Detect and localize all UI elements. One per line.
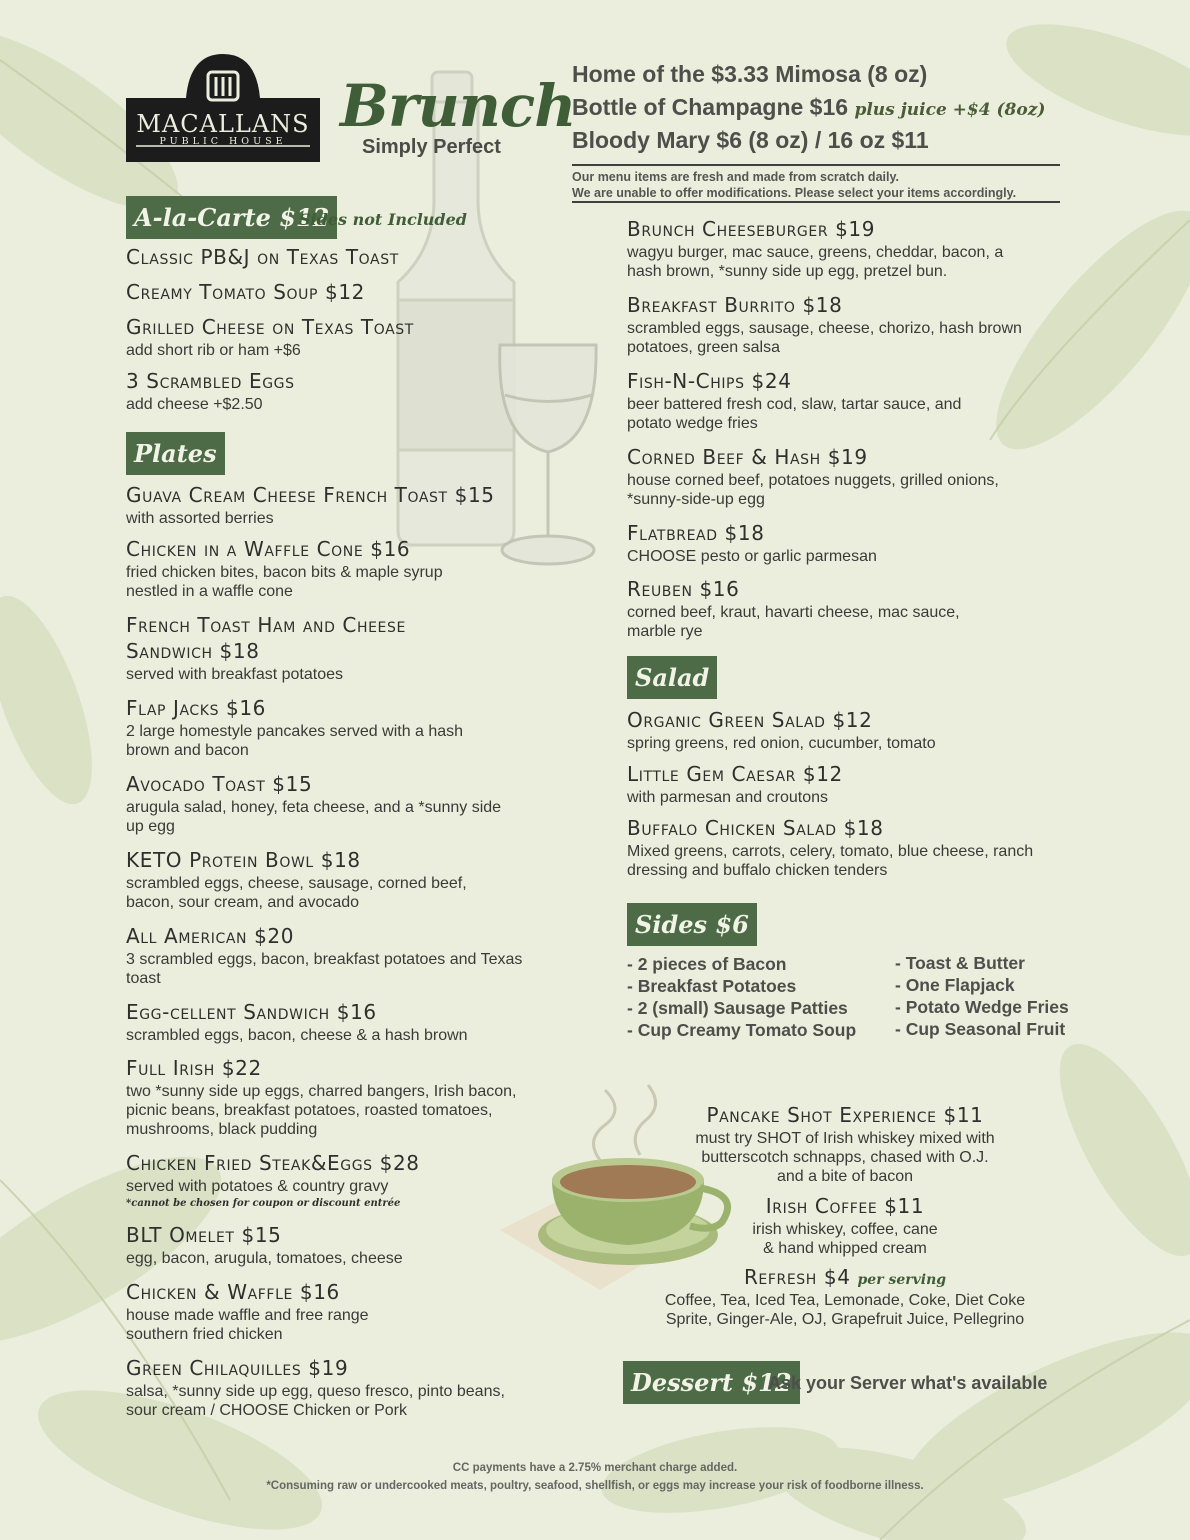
menu-item-name: French Toast Ham and Cheese [126, 613, 406, 637]
menu-item-name: Egg-cellent Sandwich $16 [126, 1000, 377, 1024]
side-item: - Toast & Butter [895, 953, 1025, 973]
menu-item-desc: with assorted berries [126, 510, 274, 527]
menu-item-name: Organic Green Salad $12 [627, 708, 873, 732]
menu-item-name: Avocado Toast $15 [126, 772, 313, 796]
menu-item-name: Green Chilaquilles $19 [126, 1356, 349, 1380]
drink-desc-line: and a bite of bacon [776, 1168, 914, 1185]
menu-item-name: BLT Omelet $15 [126, 1223, 282, 1247]
footer-payment-note: CC payments have a 2.75% merchant charge added. [452, 1462, 738, 1474]
menu-item-desc: salsa, *sunny side up egg, queso fresco, pinto beans, sour cream / CHOOSE Chicken or Pork [126, 1383, 505, 1419]
menu-item-desc: house corned beef, potatoes nuggets, grilled onions, *sunny-side-up egg [627, 472, 999, 508]
section-header-plates: Plates [126, 432, 225, 475]
promo-bloody-mary: Bloody Mary $6 (8 oz) / 16 oz $11 [572, 127, 929, 153]
menu-item-fineprint: *cannot be chosen for coupon or discount entrée [126, 1198, 401, 1209]
drink-desc-line: butterscotch schnapps, chased with O.J. [701, 1149, 989, 1166]
menu-item-desc: house made waffle and free range southern fried chicken [126, 1307, 369, 1343]
menu-item-name: Corned Beef & Hash $19 [627, 445, 868, 469]
menu-item-desc: corned beef, kraut, havarti cheese, mac sauce, marble rye [627, 604, 960, 640]
side-item: - Breakfast Potatoes [627, 976, 797, 996]
menu-item-desc: fried chicken bites, bacon bits & maple syrup nestled in a waffle cone [126, 564, 443, 600]
drink-desc-line: Sprite, Ginger-Ale, OJ, Grapefruit Juice, Pellegrino [665, 1311, 1025, 1328]
menu-item-desc: add short rib or ham +$6 [126, 342, 301, 359]
notice-line-2: We are unable to offer modifications. Please select your items accordingly. [572, 186, 1017, 200]
menu-item-name: Guava Cream Cheese French Toast $15 [126, 483, 495, 507]
promo-mimosa: Home of the $3.33 Mimosa (8 oz) [572, 61, 928, 87]
menu-item-name: Grilled Cheese on Texas Toast [126, 315, 414, 339]
alacarte-note: Sides not Included [299, 210, 467, 229]
section-header-salad: Salad [627, 656, 717, 699]
drink-name-irish-coffee: Irish Coffee $11 [765, 1194, 925, 1218]
menu-item-name: Reuben $16 [627, 577, 740, 601]
dessert-note: Ask your Server what's available [768, 1373, 1048, 1393]
drink-refresh-note: per serving [857, 1272, 947, 1288]
drink-name-pancake-shot: Pancake Shot Experience $11 [706, 1103, 984, 1127]
section-header-dessert: Dessert $12 [623, 1361, 800, 1404]
divider-top [572, 164, 1060, 166]
section-header-alacarte: A-la-Carte $12 [126, 196, 337, 239]
promo-champagne-note: plus juice +$4 (8oz) [854, 100, 1046, 120]
page-subtitle: Simply Perfect [362, 136, 501, 158]
drink-desc-irish-coffee [645, 1220, 1045, 1258]
menu-item-desc: egg, bacon, arugula, tomatoes, cheese [126, 1250, 403, 1267]
side-item: - 2 (small) Sausage Patties [627, 998, 848, 1018]
footer-health-warning: *Consuming raw or undercooked meats, poultry, seafood, shellfish, or eggs may increase your risk of foodborne illness. [266, 1480, 924, 1492]
menu-item-desc: 2 large homestyle pancakes served with a hash brown and bacon [126, 723, 464, 759]
menu-item-desc: arugula salad, honey, feta cheese, and a *sunny side up egg [126, 799, 502, 835]
divider-bottom [572, 201, 1060, 203]
menu-item-name: Chicken in a Waffle Cone $16 [126, 537, 411, 561]
menu-item-desc: Mixed greens, carrots, celery, tomato, blue cheese, ranch dressing and buffalo chicken tenders [627, 843, 1034, 879]
menu-item-desc: 3 scrambled eggs, bacon, breakfast potatoes and Texas toast [126, 951, 523, 987]
notice-line-1: Our menu items are fresh and made from scratch daily. [572, 170, 899, 184]
menu-item-name: Creamy Tomato Soup $12 [126, 280, 365, 304]
menu-item-desc: with parmesan and croutons [627, 789, 828, 806]
menu-item-name: Chicken & Waffle $16 [126, 1280, 340, 1304]
menu-item-name: Little Gem Caesar $12 [627, 762, 843, 786]
logo [126, 50, 320, 162]
menu-item-desc: scrambled eggs, cheese, sausage, corned beef, bacon, sour cream, and avocado [126, 875, 467, 911]
menu-item-name: All American $20 [126, 924, 295, 948]
drink-desc-pancake-shot [645, 1129, 1045, 1186]
menu-item-name: KETO Protein Bowl $18 [126, 848, 361, 872]
side-item: - 2 pieces of Bacon [627, 954, 787, 974]
side-item: - Cup Seasonal Fruit [895, 1019, 1066, 1039]
drink-desc-line: must try SHOT of Irish whiskey mixed with [695, 1130, 995, 1147]
menu-item-name: Flap Jacks $16 [126, 696, 267, 720]
page-title: Brunch [340, 72, 576, 140]
menu-item-desc: wagyu burger, mac sauce, greens, cheddar, bacon, a hash brown, *sunny side up egg, pretzel bun. [627, 244, 1004, 280]
menu-item-name: Flatbread $18 [627, 521, 765, 545]
menu-item-name: Buffalo Chicken Salad $18 [627, 816, 884, 840]
menu-item-desc: served with potatoes & country gravy [126, 1178, 389, 1195]
drink-desc-line: Coffee, Tea, Iced Tea, Lemonade, Coke, Diet Coke [664, 1292, 1026, 1309]
menu-item-desc: add cheese +$2.50 [126, 396, 263, 413]
menu-item-desc: scrambled eggs, bacon, cheese & a hash brown [126, 1027, 468, 1044]
promo-champagne-text: Bottle of Champagne $16 [572, 94, 849, 120]
menu-item-name: Sandwich $18 [126, 639, 260, 663]
menu-item-name: Full Irish $22 [126, 1056, 262, 1080]
menu-item-name: Brunch Cheeseburger $19 [627, 217, 876, 241]
menu-item-desc: beer battered fresh cod, slaw, tartar sauce, and potato wedge fries [627, 396, 962, 432]
drink-desc-line: irish whiskey, coffee, cane [752, 1221, 938, 1238]
menu-item-name: Chicken Fried Steak&Eggs $28 [126, 1151, 420, 1175]
logo-subtitle: PUBLIC HOUSE [159, 136, 287, 147]
notice-text [572, 169, 1016, 201]
menu-item-desc: CHOOSE pesto or garlic parmesan [627, 548, 877, 565]
menu-item-desc: two *sunny side up eggs, charred bangers, Irish bacon, picnic beans, breakfast potatoes, roasted tomatoes, mushrooms, black pudding [126, 1083, 517, 1138]
side-item: - Potato Wedge Fries [895, 997, 1069, 1017]
menu-item-name: Breakfast Burrito $18 [627, 293, 843, 317]
side-item: - Cup Creamy Tomato Soup [627, 1020, 857, 1040]
side-item: - One Flapjack [895, 975, 1015, 995]
logo-name: MACALLANS [136, 110, 310, 138]
menu-item-name: 3 Scrambled Eggs [126, 369, 295, 393]
drink-desc-refresh [595, 1291, 1095, 1329]
menu-item-desc: spring greens, red onion, cucumber, tomato [627, 735, 936, 752]
drink-desc-line: & hand whipped cream [763, 1240, 927, 1257]
drink-name-refresh [645, 1264, 1045, 1293]
promo-champagne [572, 93, 1045, 124]
menu-item-desc: served with breakfast potatoes [126, 666, 344, 683]
menu-item-desc: scrambled eggs, sausage, cheese, chorizo, hash brown potatoes, green salsa [627, 320, 1022, 356]
menu-item-name: Fish-N-Chips $24 [627, 369, 792, 393]
menu-item-name: Classic PB&J on Texas Toast [126, 245, 399, 269]
section-header-sides: Sides $6 [627, 903, 757, 946]
drink-refresh-label: Refresh $4 [743, 1265, 851, 1289]
